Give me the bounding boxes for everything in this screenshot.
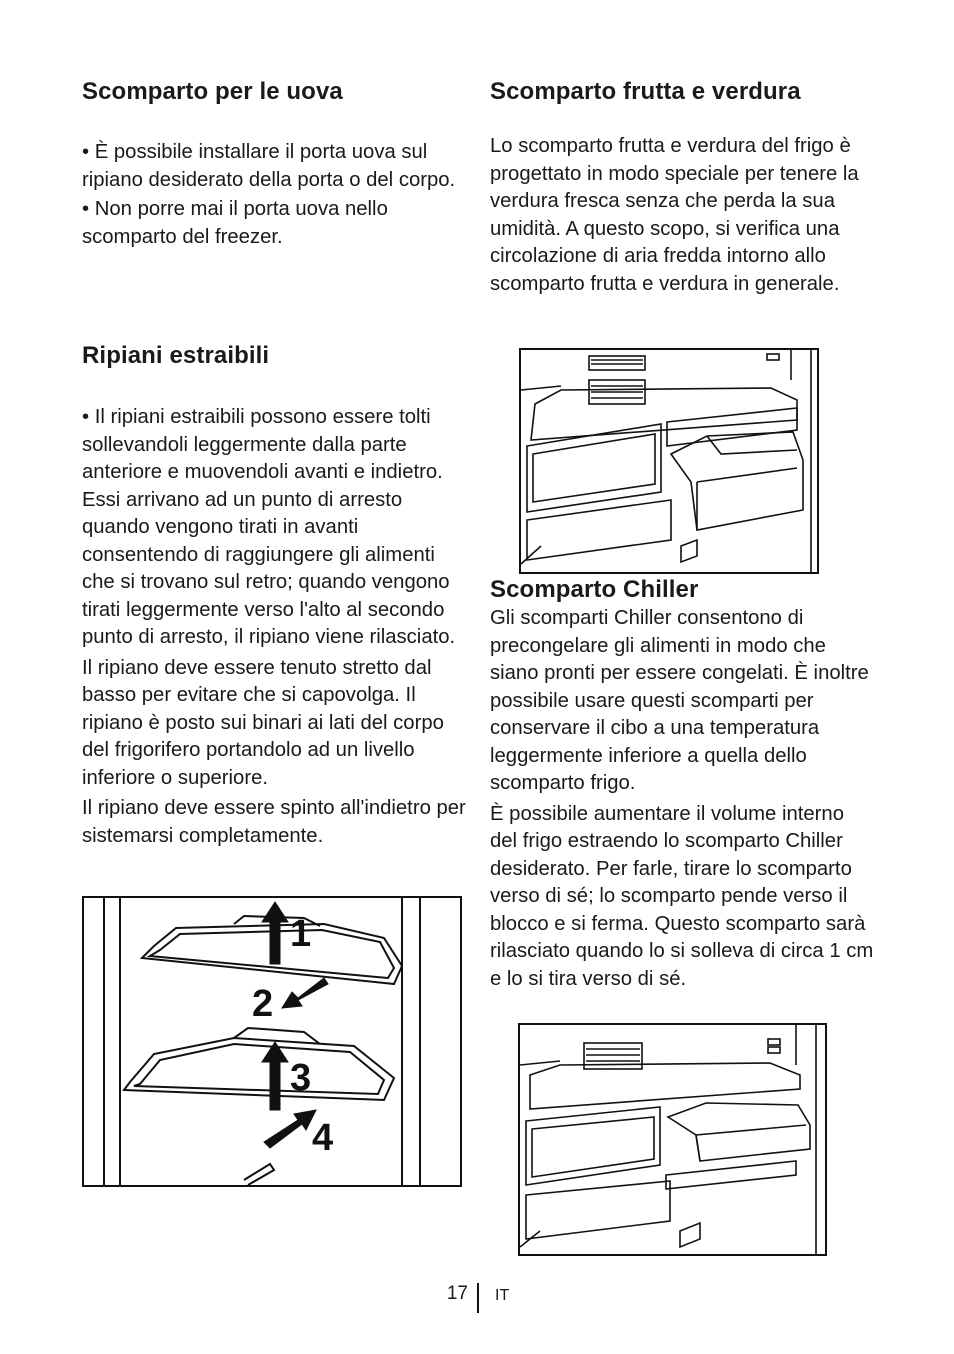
shelves-text xyxy=(82,404,466,850)
marker-2: 2 xyxy=(252,983,274,1025)
egg-paragraph-1: • È possibile installare il porta uova sul ripiano desiderato della porta o del corpo. xyxy=(82,141,456,191)
crisper-section-title: Scomparto frutta e verdura xyxy=(490,78,801,105)
shelf-removal-illustration xyxy=(82,896,462,1187)
chiller-section-title: Scomparto Chiller xyxy=(490,576,699,603)
footer-divider xyxy=(477,1283,479,1313)
shelves-section xyxy=(82,342,466,370)
chiller-illustration-svg xyxy=(520,1025,825,1254)
crisper-section xyxy=(490,78,876,106)
marker-3: 3 xyxy=(290,1057,312,1099)
crisper-paragraph-1: Lo scomparto frutta e verdura del frigo è progettato in modo speciale per tenere la verdura fresca senza che perda la sua umidità. A questo scopo, si verifica una circolazione di aria fredda intorno allo scomparto frutta e verdura in generale. xyxy=(490,135,859,295)
language-code: IT xyxy=(495,1287,510,1304)
shelves-section-title: Ripiani estraibili xyxy=(82,342,270,369)
egg-text xyxy=(82,139,466,251)
crisper-illustration-svg xyxy=(521,350,817,572)
chiller-paragraph-2: È possibile aumentare il volume interno del frigo estraendo lo scomparto Chiller desiderato. Per farle, tirare lo scomparto verso di sé; lo scomparto pende verso il blocco e si ferma. Questo scomparto sarà rilasciato quando lo si solleva di circa 1 cm e lo si tira verso di sé. xyxy=(490,802,874,990)
shelf-illustration-svg xyxy=(84,898,460,1185)
chiller-paragraph-1: Gli scomparti Chiller consentono di precongelare gli alimenti in modo che siano pronti per essere congelati. È inoltre possibile usare questi scomparti per conservare il cibo a una temperatura leggermente inferiore a quella dello scomparto frigo. xyxy=(490,607,869,794)
egg-section xyxy=(82,78,466,106)
page-number: 17 xyxy=(446,1283,468,1304)
egg-section-title: Scomparto per le uova xyxy=(82,78,343,105)
marker-1: 1 xyxy=(290,913,312,955)
chiller-section xyxy=(490,576,876,604)
crisper-text xyxy=(490,133,876,298)
crisper-drawer-illustration xyxy=(519,348,819,574)
chiller-text xyxy=(490,605,876,993)
marker-4: 4 xyxy=(312,1117,334,1159)
shelves-paragraph-1: • Il ripiani estraibili possono essere tolti sollevandoli leggermente dalla parte anteriore e muovendoli avanti e indietro. Essi arrivano ad un punto di arresto quando vengono tirati in avanti consentendo di raggiungere gli alimenti che si trovano sul retro; quando vengono tirati leggermente verso l'alto al secondo punto di arresto, il ripiano viene rilasciato. xyxy=(82,406,456,648)
shelves-paragraph-2: Il ripiano deve essere tenuto stretto dal basso per evitare che si capovolga. Il ripiano è posto sui binari ai lati del corpo del frigorifero portandolo ad un livello inferiore o superiore. xyxy=(82,656,444,789)
shelves-paragraph-3: Il ripiano deve essere spinto all'indietro per sistemarsi completamente. xyxy=(82,797,466,847)
egg-paragraph-2: • Non porre mai il porta uova nello scomparto del freezer. xyxy=(82,198,388,248)
chiller-drawer-illustration xyxy=(518,1023,827,1256)
